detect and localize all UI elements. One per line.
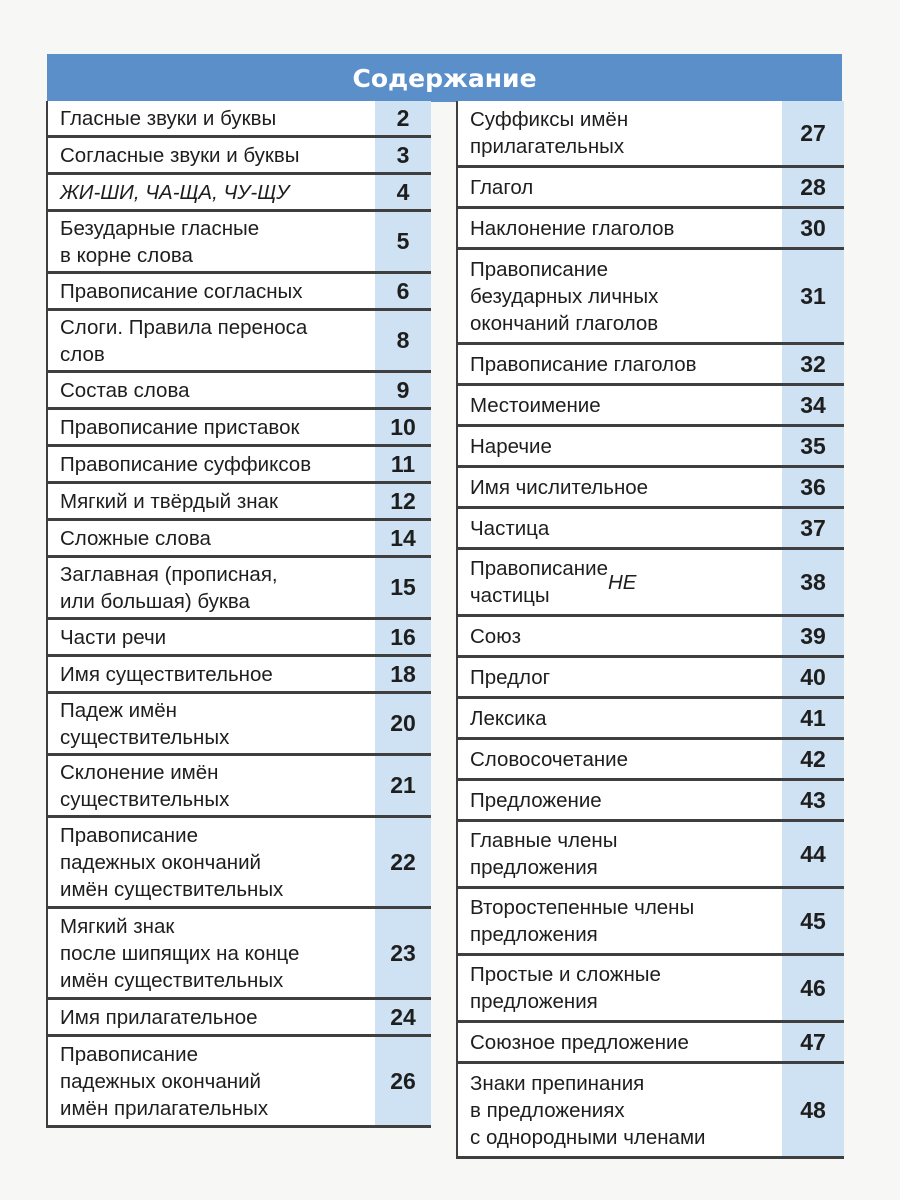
contents-right-column (456, 101, 844, 1159)
toc-page-number: 22 (390, 848, 416, 875)
toc-page-number: 9 (396, 376, 410, 403)
toc-page-number: 32 (800, 350, 826, 377)
toc-page-number: 2 (396, 104, 410, 131)
toc-title: Правописание суффиксов (60, 452, 312, 476)
toc-title: Согласные звуки и буквы (60, 143, 300, 167)
toc-page-number: 40 (800, 663, 826, 690)
toc-page-number: 47 (800, 1028, 826, 1055)
toc-row[interactable] (458, 1064, 844, 1159)
toc-row[interactable] (48, 274, 431, 311)
toc-page-number: 11 (390, 450, 416, 477)
toc-title: Склонение имён существительных (60, 760, 230, 811)
toc-row[interactable] (48, 447, 431, 484)
toc-page-number: 14 (390, 524, 416, 551)
toc-page-number: 31 (800, 282, 826, 309)
toc-title: Местоимение (470, 393, 601, 417)
toc-page-number: 16 (390, 623, 416, 650)
toc-page-number: 21 (390, 772, 416, 798)
toc-row[interactable] (48, 1037, 431, 1128)
toc-title-italic: НЕ (607, 570, 637, 594)
toc-row[interactable] (48, 909, 431, 1000)
toc-row[interactable] (458, 209, 844, 250)
toc-title: Предлог (470, 665, 551, 689)
toc-title: Наречие (470, 434, 552, 458)
toc-page-number: 42 (800, 745, 826, 772)
toc-row[interactable] (458, 101, 844, 168)
toc-title: Гласные звуки и буквы (60, 106, 277, 130)
toc-title: Лексика (470, 706, 547, 730)
toc-row[interactable] (458, 617, 844, 658)
toc-title: Безударные гласные в корне слова (60, 216, 260, 267)
toc-page-number: 39 (800, 622, 826, 649)
toc-title: Суффиксы имён прилагательных (470, 108, 629, 158)
toc-page-number: 10 (390, 413, 416, 440)
toc-page-number: 45 (800, 907, 826, 934)
toc-title: Имя прилагательное (60, 1005, 258, 1029)
toc-title: Заглавная (прописная, или большая) буква (60, 562, 278, 613)
toc-row[interactable] (48, 212, 431, 274)
toc-page-number: 37 (800, 514, 826, 541)
contents-heading: Содержание (47, 54, 842, 102)
toc-title: Слоги. Правила переноса слов (60, 315, 308, 366)
toc-row[interactable] (48, 410, 431, 447)
toc-page-number: 44 (800, 840, 826, 867)
toc-row[interactable] (458, 889, 844, 956)
toc-row[interactable] (48, 175, 431, 212)
toc-page-number: 41 (800, 704, 826, 731)
toc-title: Правописание безударных личных окончаний глаголов (470, 257, 659, 335)
toc-row[interactable] (458, 740, 844, 781)
toc-row[interactable] (458, 250, 844, 345)
toc-title: Правописание согласных (60, 279, 303, 303)
toc-title: Правописание глаголов (470, 352, 697, 376)
toc-row[interactable] (458, 550, 844, 617)
toc-row[interactable] (458, 699, 844, 740)
toc-row[interactable] (48, 101, 431, 138)
toc-page-number: 6 (396, 277, 410, 304)
toc-page-number: 24 (390, 1003, 416, 1030)
toc-title: Правописание падежных окончаний имён прилагательных (60, 1042, 269, 1120)
toc-title: Сложные слова (60, 526, 211, 550)
toc-row[interactable] (458, 781, 844, 822)
toc-page-number: 20 (390, 710, 416, 736)
toc-title: Имя числительное (470, 475, 649, 499)
toc-row[interactable] (458, 658, 844, 699)
toc-title: Простые и сложные предложения (470, 963, 661, 1013)
toc-row[interactable] (458, 822, 844, 889)
toc-page-number: 15 (390, 574, 416, 600)
toc-row[interactable] (48, 694, 431, 756)
toc-page-number: 35 (800, 432, 826, 459)
toc-row[interactable] (48, 484, 431, 521)
toc-row[interactable] (458, 427, 844, 468)
toc-title: Правописание приставок (60, 415, 300, 439)
toc-row[interactable] (48, 1000, 431, 1037)
toc-row[interactable] (458, 468, 844, 509)
toc-title: Союзное предложение (470, 1030, 689, 1054)
toc-page-number: 8 (396, 327, 410, 353)
toc-title: Главные члены предложения (470, 829, 618, 879)
toc-row[interactable] (48, 138, 431, 175)
toc-row[interactable] (458, 1023, 844, 1064)
toc-page-number: 26 (390, 1067, 416, 1094)
toc-page-number: 48 (800, 1096, 826, 1123)
toc-title: Словосочетание (470, 747, 629, 771)
toc-page-number: 30 (800, 214, 826, 241)
toc-page-number: 12 (390, 487, 416, 514)
toc-page-number: 36 (800, 473, 826, 500)
toc-title: Второстепенные члены предложения (470, 896, 695, 946)
toc-row[interactable] (458, 956, 844, 1023)
toc-title: Частица (470, 516, 550, 540)
toc-title: Части речи (60, 625, 167, 649)
toc-title: Падеж имён существительных (60, 698, 230, 749)
toc-page-number: 3 (396, 141, 410, 168)
toc-title: Союз (470, 624, 521, 648)
toc-title: Мягкий знак после шипящих на конце имён существительных (60, 914, 300, 992)
toc-title: Наклонение глаголов (470, 216, 675, 240)
toc-page-number: 23 (390, 939, 416, 966)
toc-page-number: 38 (800, 568, 826, 595)
toc-title-text: Правописание частицы (470, 557, 608, 607)
toc-row[interactable] (458, 345, 844, 386)
toc-row[interactable] (458, 386, 844, 427)
toc-title: Глагол (470, 175, 534, 199)
toc-title: Имя существительное (60, 662, 273, 686)
toc-row[interactable] (48, 756, 431, 818)
toc-title: ЖИ-ШИ, ЧА-ЩА, ЧУ-ЩУ (60, 180, 290, 204)
toc-title: Знаки препинания в предложениях с однородными членами (470, 1071, 706, 1149)
toc-row[interactable] (48, 558, 431, 620)
toc-row[interactable] (458, 168, 844, 209)
toc-row[interactable] (458, 509, 844, 550)
toc-page-number: 34 (800, 391, 826, 418)
toc-title: Мягкий и твёрдый знак (60, 489, 278, 513)
toc-row[interactable] (48, 311, 431, 373)
toc-page-number: 18 (390, 660, 416, 687)
toc-page-number: 5 (396, 228, 410, 254)
toc-title: Предложение (470, 788, 602, 812)
toc-title: Состав слова (60, 378, 190, 402)
toc-page-number: 43 (800, 786, 826, 813)
toc-title: Правописание падежных окончаний имён существительных (60, 823, 284, 901)
toc-row[interactable] (48, 657, 431, 694)
toc-title (458, 550, 782, 614)
toc-row[interactable] (48, 818, 431, 909)
toc-row[interactable] (48, 620, 431, 657)
toc-page-number: 28 (800, 173, 826, 200)
toc-page-number: 27 (800, 119, 826, 146)
contents-left-column (46, 101, 431, 1128)
toc-page-number: 4 (396, 178, 410, 205)
toc-row[interactable] (48, 521, 431, 558)
toc-row[interactable] (48, 373, 431, 410)
toc-page-number: 46 (800, 974, 826, 1001)
